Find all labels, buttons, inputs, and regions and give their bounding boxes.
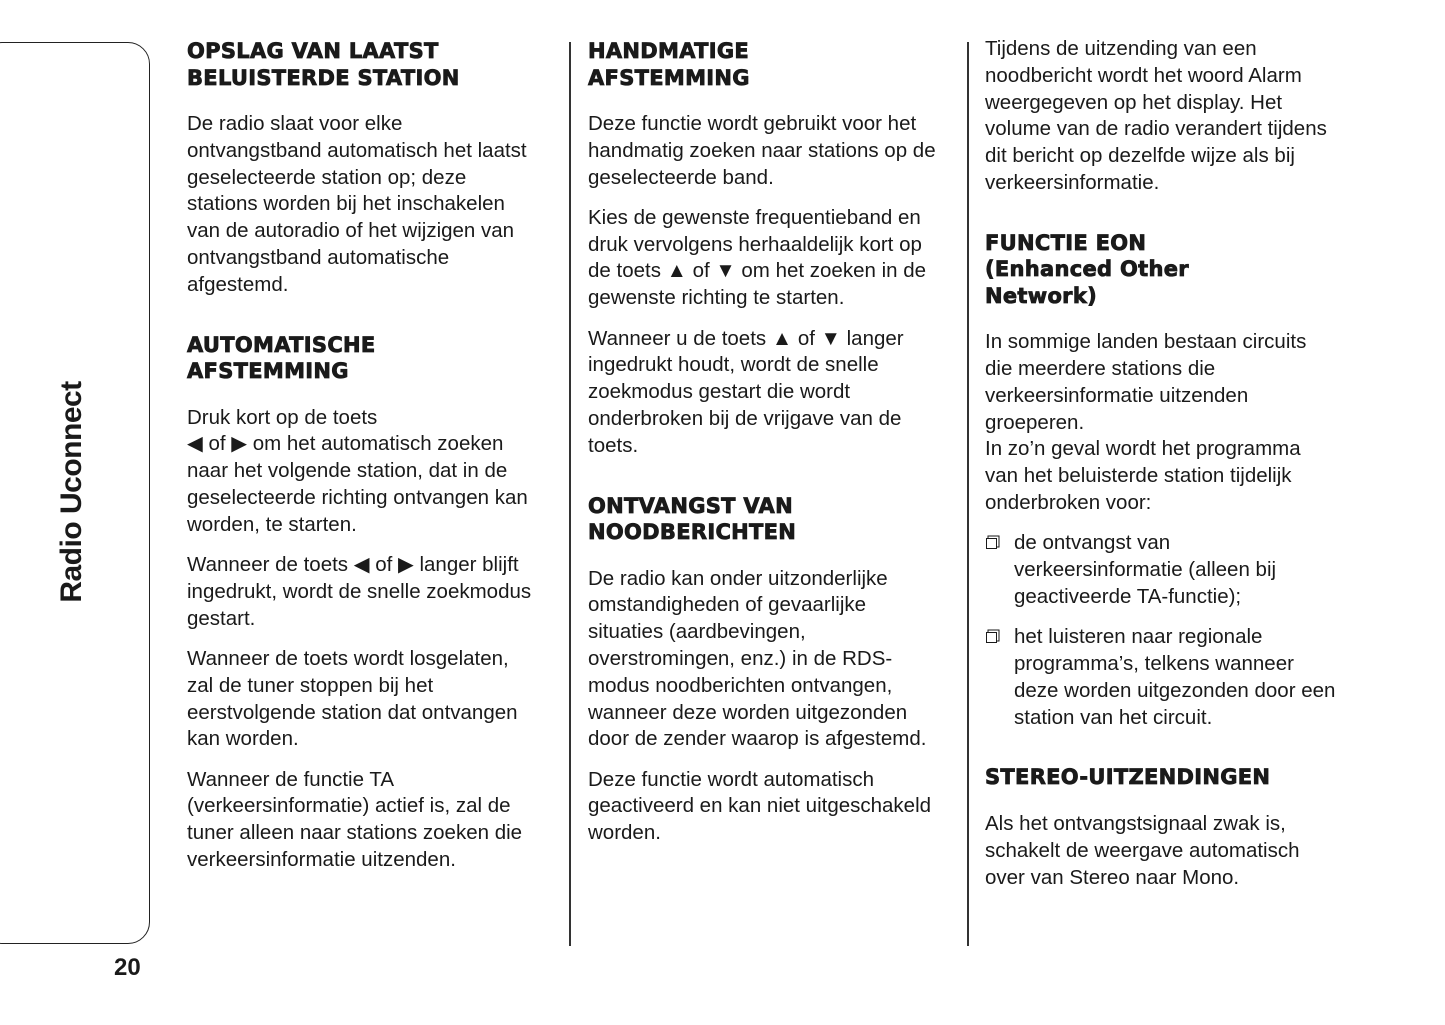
text-column-2 <box>588 38 958 861</box>
paragraph: De radio kan onder uitzonderlijke omstandigheden of gevaarlijke situaties (aardbevingen, overstromingen, enz.) in de RDS- modus noodberichten ontvangen, wanneer deze worden uitgezonden door de zender waarop is afgestemd. <box>588 566 927 751</box>
bullet-list <box>985 530 1355 731</box>
section-heading: STEREO-UITZENDINGEN <box>985 765 1271 790</box>
text-column-3 <box>985 36 1355 905</box>
paragraph: Deze functie wordt automatisch geactiveerd en kan niet uitgeschakeld worden. <box>588 767 932 845</box>
section-heading: ONTVANGST VAN NOODBERICHTEN <box>588 493 797 545</box>
list-item <box>985 530 1355 610</box>
paragraph: De radio slaat voor elke ontvangstband automatisch het laatst geselecteerde station op; deze stations worden bij het inschakelen van de autoradio of het wijzigen van ontvangstband automatische afgestemd. <box>187 112 527 296</box>
section-heading: OPSLAG VAN LAATST BELUISTERDE STATION <box>187 39 460 90</box>
page-number: 20 <box>114 954 141 981</box>
paragraph: Wanneer de toets wordt losgelaten, zal de tuner stoppen bij het eerstvolgende station dat ontvangen kan worden. <box>187 646 518 751</box>
list-item <box>985 624 1355 731</box>
paragraph: Wanneer de functie TA (verkeersinformatie) actief is, zal de tuner alleen naar stations zoeken die verkeersinformatie uitzenden. <box>187 767 523 872</box>
paragraph: Wanneer u de toets ▲ of ▼ langer ingedrukt houdt, wordt de snelle zoekmodus gestart die wordt onderbroken bij de vrijgave van de toets. <box>588 326 904 457</box>
text-column-1 <box>187 38 557 887</box>
paragraph: Druk kort op de toets ◀ of ▶ om het automatisch zoeken naar het volgende station, dat in de geselecteerde richting ontvangen kan worden, te starten. <box>187 405 528 536</box>
section-heading: HANDMATIGE AFSTEMMING <box>588 39 750 90</box>
section-heading: AUTOMATISCHE AFSTEMMING <box>187 332 376 384</box>
column-divider <box>569 42 571 946</box>
section-heading: FUNCTIE EON (Enhanced Other Network) <box>985 230 1189 308</box>
checkbox-bullet-icon <box>986 538 997 549</box>
list-item-text: de ontvangst van verkeersinformatie (alleen bij geactiveerde TA-functie); <box>1014 531 1277 608</box>
section-title: Radio Uconnect <box>55 381 88 603</box>
column-divider <box>967 42 969 946</box>
paragraph: Als het ontvangstsignaal zwak is, schakelt de weergave automatisch over van Stereo naar Mono. <box>985 811 1300 889</box>
paragraph: Wanneer de toets ◀ of ▶ langer blijft ingedrukt, wordt de snelle zoekmodus gestart. <box>187 553 532 630</box>
paragraph: Deze functie wordt gebruikt voor het handmatig zoeken naar stations op de geselecteerde band. <box>588 112 936 189</box>
paragraph: Tijdens de uitzending van een noodbericht wordt het woord Alarm weergegeven op het display. Het volume van de radio verandert tijdens dit bericht op dezelfde wijze als bij verkeersinformatie. <box>985 37 1327 194</box>
list-item-text: het luisteren naar regionale programma’s, telkens wanneer deze worden uitgezonden door een station van het circuit. <box>1014 625 1336 729</box>
checkbox-bullet-icon <box>986 632 997 643</box>
paragraph: In sommige landen bestaan circuits die meerdere stations die verkeersinformatie uitzenden groeperen. In zo’n geval wordt het programma van het beluisterde station tijdelijk onderbroken voor: <box>985 330 1307 515</box>
paragraph: Kies de gewenste frequentieband en druk vervolgens herhaaldelijk kort op de toets ▲ of ▼ om het zoeken in de gewenste richting te starten. <box>588 205 927 310</box>
